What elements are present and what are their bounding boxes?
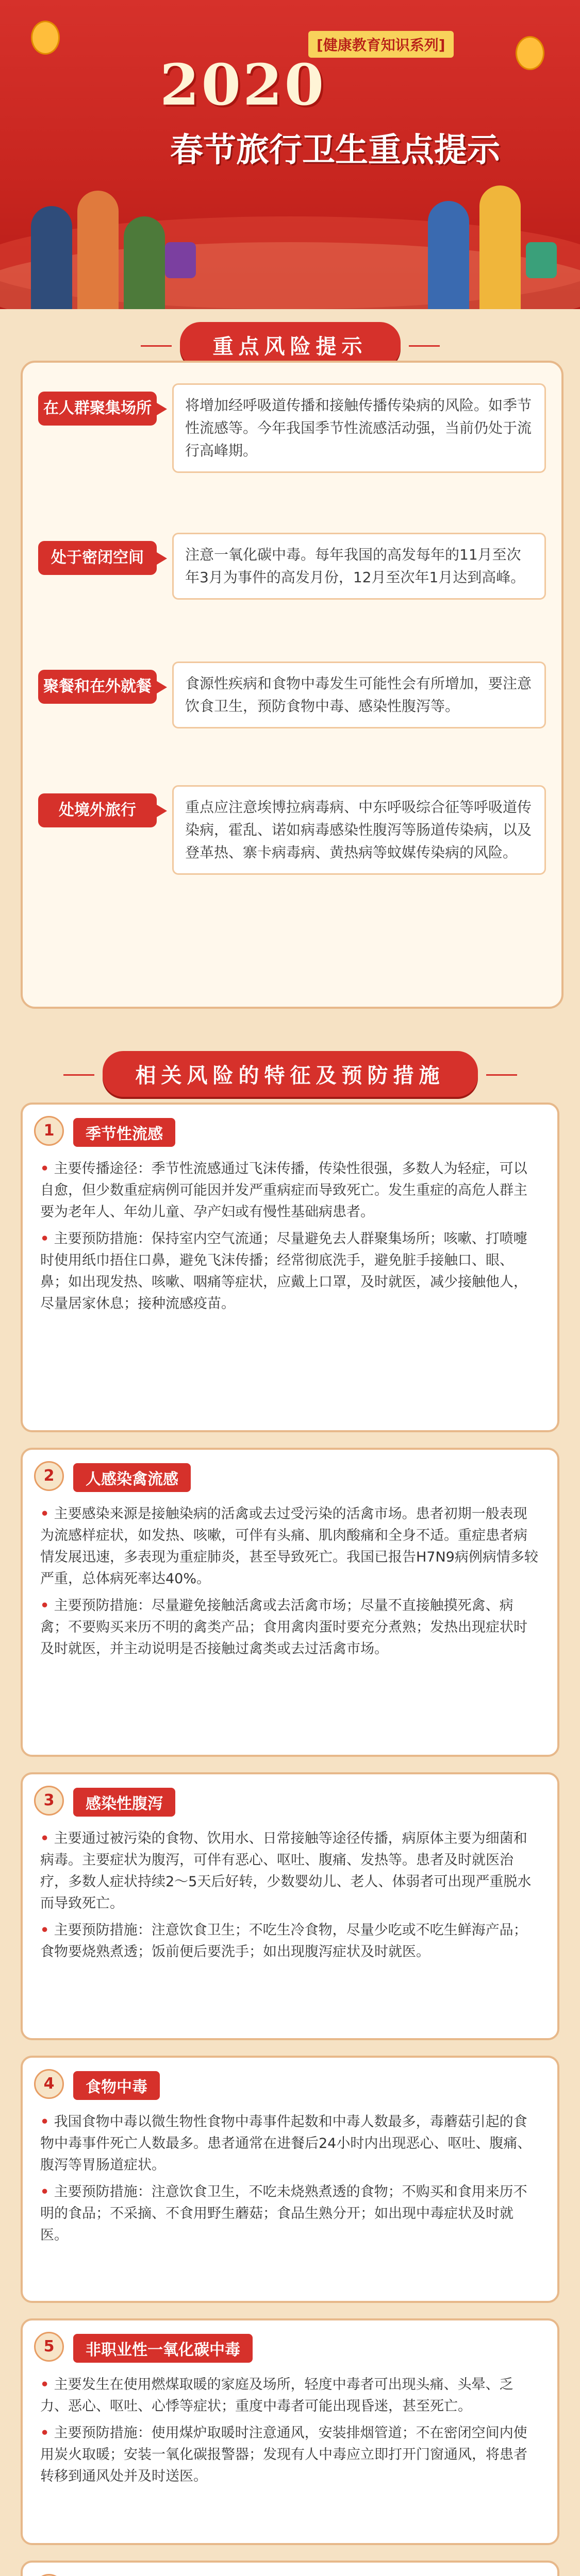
risk-row — [38, 662, 546, 728]
disease-card — [21, 2561, 559, 2576]
card-paragraph: • 主要预防措施：使用煤炉取暖时注意通风，安装排烟管道；不在密闭空间内使用炭火取暖；安装一氧化碳报警器；发现有人中毒应立即打开门窗通风，将患者转移到通风处并及时送医。 — [40, 2422, 540, 2487]
card-paragraph: • 主要预防措施：尽量避免接触活禽或去活禽市场；尽量不直接触摸死禽、病禽；不要购买来历不明的禽类产品；食用禽肉蛋时要充分煮熟；发热出现症状时及时就医，并主动说明是否接触过禽类或去过活禽市场。 — [40, 1595, 540, 1660]
card-number — [34, 2574, 64, 2576]
card-number: 2 — [34, 1461, 64, 1491]
risk-text: 注意一氧化碳中毒。每年我国的高发每年的11月至次年3月为事件的高发月份，12月至次年1月达到高峰。 — [172, 533, 546, 600]
card-tag: 人感染禽流感 — [73, 1463, 191, 1492]
hero-banner — [0, 0, 580, 309]
card-number: 5 — [34, 2332, 64, 2362]
lantern-icon — [516, 36, 544, 70]
section-title-risks: 重点风险提示 — [180, 322, 401, 368]
traveller-icon — [428, 201, 469, 309]
risk-label: 处于密闭空间 — [38, 541, 157, 575]
risk-row — [38, 785, 546, 875]
card-number: 3 — [34, 1786, 64, 1816]
card-tag: 季节性流感 — [73, 1118, 175, 1147]
hero-year: 2020 — [160, 52, 326, 118]
card-paragraph: • 主要传播途径：季节性流感通过飞沫传播，传染性很强，多数人为轻症，可以自愈，但少数重症病例可能因并发严重病症而导致死亡。发生重症的高危人群主要为老年人、年幼儿童、孕产妇或有慢性基础病患者。 — [40, 1158, 540, 1223]
card-paragraph: • 主要发生在使用燃煤取暖的家庭及场所，轻度中毒者可出现头痛、头晕、乏力、恶心、呕吐、心悸等症状；重度中毒者可能出现昏迷，甚至死亡。 — [40, 2374, 540, 2417]
arrow-icon — [157, 805, 168, 817]
risk-row — [38, 533, 546, 600]
traveller-icon — [124, 216, 165, 309]
card-tag: 非职业性一氧化碳中毒 — [73, 2334, 253, 2363]
risk-label: 处境外旅行 — [38, 793, 157, 827]
disease-cards — [21, 1103, 559, 2576]
card-paragraph: • 我国食物中毒以微生物性食物中毒事件起数和中毒人数最多，毒蘑菇引起的食物中毒事件死亡人数最多。患者通常在进餐后24小时内出现恶心、呕吐、腹痛、腹泻等胃肠道症状。 — [40, 2111, 540, 2176]
luggage-icon — [165, 242, 196, 278]
card-paragraph: • 主要通过被污染的食物、饮用水、日常接触等途径传播，病原体主要为细菌和病毒。主要症状为腹泻，可伴有恶心、呕吐、腹痛、发热等。患者及时就医治疗，多数人症状持续2～5天后好转，少数婴幼儿、老人、体弱者可出现严重脱水而导致死亡。 — [40, 1828, 540, 1914]
risk-text: 将增加经呼吸道传播和接触传播传染病的风险。如季节性流感等。今年我国季节性流感活动强，当前仍处于流行高峰期。 — [172, 383, 546, 473]
disease-card — [21, 1772, 559, 2040]
page-title: 春节旅行卫生重点提示 — [170, 131, 500, 170]
risk-text: 重点应注意埃博拉病毒病、中东呼吸综合征等呼吸道传染病，霍乱、诺如病毒感染性腹泻等肠道传染病，以及登革热、寨卡病毒病、黄热病等蚊媒传染病的风险。 — [172, 785, 546, 875]
card-body — [40, 2111, 540, 2251]
disease-card — [21, 1103, 559, 1432]
risk-text: 食源性疾病和食物中毒发生可能性会有所增加，要注意饮食卫生，预防食物中毒、感染性腹泻等。 — [172, 662, 546, 728]
card-number: 1 — [34, 1116, 64, 1146]
risk-panel — [21, 361, 564, 1009]
disease-card — [21, 1448, 559, 1757]
luggage-icon — [526, 242, 557, 278]
arrow-icon — [157, 552, 168, 565]
risk-label: 在人群聚集场所 — [38, 392, 157, 426]
card-paragraph: • 主要预防措施：保持室内空气流通；尽量避免去人群聚集场所；咳嗽、打喷嚏时使用纸巾捂住口鼻，避免飞沫传播；经常彻底洗手，避免脏手接触口、眼、鼻；如出现发热、咳嗽、咽痛等症状，应戴上口罩，及时就医，减少接触他人，尽量居家休息；接种流感疫苗。 — [40, 1228, 540, 1315]
traveller-icon — [77, 191, 119, 309]
card-tag: 感染性腹泻 — [73, 1788, 175, 1817]
card-paragraph: • 主要预防措施：注意饮食卫生，不吃未烧熟煮透的食物；不购买和食用来历不明的食品；不采摘、不食用野生蘑菇；食品生熟分开；如出现中毒症状及时就医。 — [40, 2181, 540, 2246]
disease-card — [21, 2318, 559, 2545]
section-title-measures: 相关风险的特征及预防措施 — [103, 1051, 478, 1097]
card-paragraph: • 主要预防措施：注意饮食卫生；不吃生冷食物，尽量少吃或不吃生鲜海产品；食物要烧熟煮透；饭前便后要洗手；如出现腹泻症状及时就医。 — [40, 1920, 540, 1963]
card-body — [40, 1503, 540, 1665]
card-paragraph: • 主要感染来源是接触染病的活禽或去过受污染的活禽市场。患者初期一般表现为流感样症状，如发热、咳嗽，可伴有头痛、肌肉酸痛和全身不适。重症患者病情发展迅速，多表现为重症肺炎，甚至导致死亡。我国已报告H7N9病例病情多较严重，总体病死率达40%。 — [40, 1503, 540, 1590]
series-badge: [健康教育知识系列] — [308, 31, 454, 58]
arrow-icon — [157, 403, 168, 415]
risk-row — [38, 383, 546, 473]
disease-card — [21, 2056, 559, 2303]
card-tag: 食物中毒 — [73, 2071, 160, 2100]
card-number: 4 — [34, 2069, 64, 2099]
traveller-icon — [31, 206, 72, 309]
card-body — [40, 2374, 540, 2493]
card-body — [40, 1828, 540, 1968]
lantern-icon — [31, 21, 60, 55]
card-body — [40, 1158, 540, 1320]
risk-label: 聚餐和在外就餐 — [38, 670, 157, 704]
traveller-icon — [479, 185, 521, 309]
arrow-icon — [157, 681, 168, 693]
